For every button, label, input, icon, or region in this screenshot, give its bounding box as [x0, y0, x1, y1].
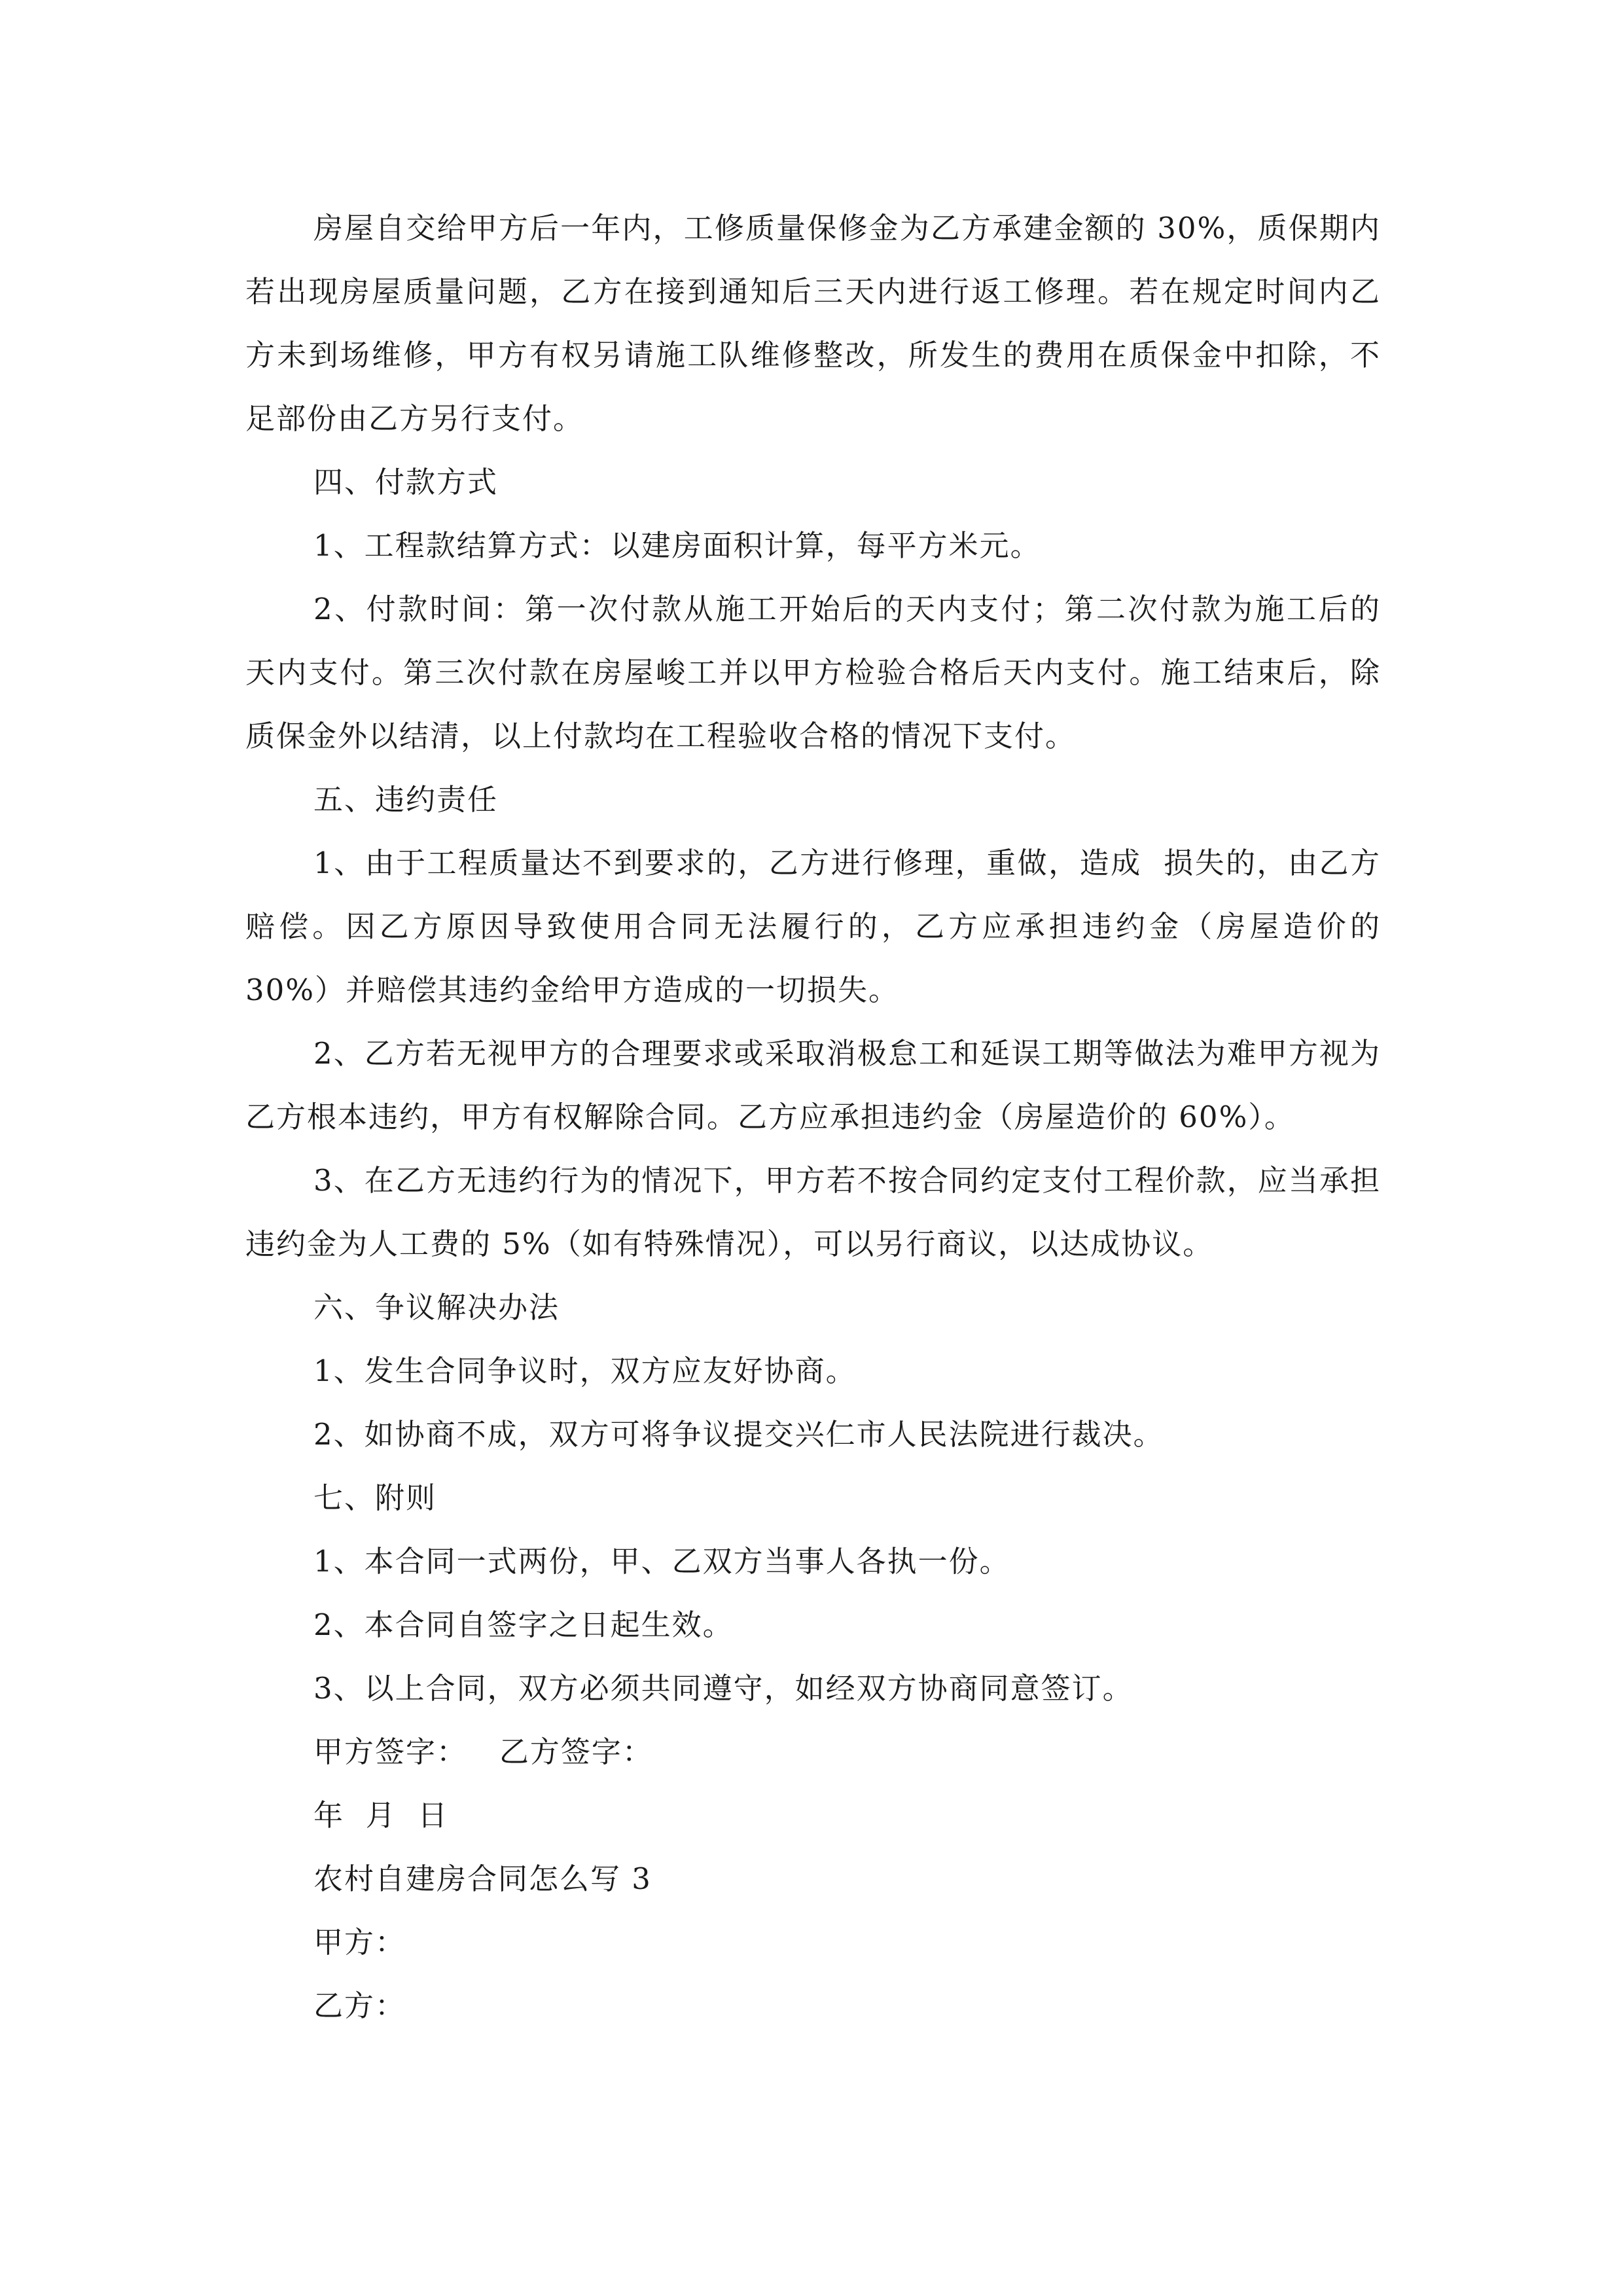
section-heading-breach: 五、违约责任 [313, 782, 499, 817]
section-heading-dispute: 六、争议解决办法 [313, 1290, 560, 1325]
warranty-paragraph: 房屋自交给甲方后一年内，工修质量保修金为乙方承建金额的 30%，质保期内若出现房屋质量问题，乙方在接到通知后三天内进行返工修理。若在规定时间内乙方未到场维修，甲方有权另请施工队维修整改，所发生的费用在质保金中扣除，不足部份由乙方另行支付。 [245, 211, 1381, 436]
breach-clause-1: 1、由于工程质量达不到要求的，乙方进行修理，重做，造成 损失的，由乙方赔偿。因乙方原因导致使用合同无法履行的，乙方应承担违约金（房屋造价的 30%）并赔偿其违约金给甲方造成的一切损失。 [245, 846, 1392, 1007]
breach-clause-3: 3、在乙方无违约行为的情况下，甲方若不按合同约定支付工程价款，应当承担违约金为人工费的 5%（如有特殊情况），可以另行商议，以达成协议。 [245, 1163, 1381, 1261]
next-contract-title: 农村自建房合同怎么写 3 [313, 1861, 652, 1896]
document-body [245, 196, 1402, 2037]
dispute-clause-2: 2、如协商不成，双方可将争议提交兴仁市人民法院进行裁决。 [313, 1417, 1164, 1452]
party-b-line: 乙方： [313, 1988, 406, 2023]
breach-clause-2: 2、乙方若无视甲方的合理要求或采取消极怠工和延误工期等做法为难甲方视为乙方根本违约，甲方有权解除合同。乙方应承担违约金（房屋造价的 60%）。 [245, 1036, 1381, 1134]
date-line: 年 月 日 [313, 1798, 449, 1833]
section-heading-payment: 四、付款方式 [313, 465, 499, 499]
signature-line: 甲方签字： 乙方签字： [313, 1734, 653, 1769]
section-heading-supplementary: 七、附则 [313, 1480, 437, 1515]
party-a-line: 甲方： [313, 1925, 406, 1960]
dispute-clause-1: 1、发生合同争议时，双方应友好协商。 [313, 1354, 857, 1388]
payment-clause-1: 1、工程款结算方式：以建房面积计算，每平方米元。 [313, 528, 1041, 563]
supplementary-clause-2: 2、本合同自签字之日起生效。 [313, 1607, 734, 1642]
payment-clause-2: 2、付款时间：第一次付款从施工开始后的天内支付；第二次付款为施工后的 天内支付。第三次付款在房屋峻工并以甲方检验合格后天内支付。施工结束后，除质保金外以结清，以上付款均在工程验收合格的情况下支付。 [245, 592, 1402, 753]
supplementary-clause-3: 3、以上合同，双方必须共同遵守，如经双方协商同意签订。 [313, 1671, 1133, 1706]
supplementary-clause-1: 1、本合同一式两份，甲、乙双方当事人各执一份。 [313, 1544, 1010, 1579]
